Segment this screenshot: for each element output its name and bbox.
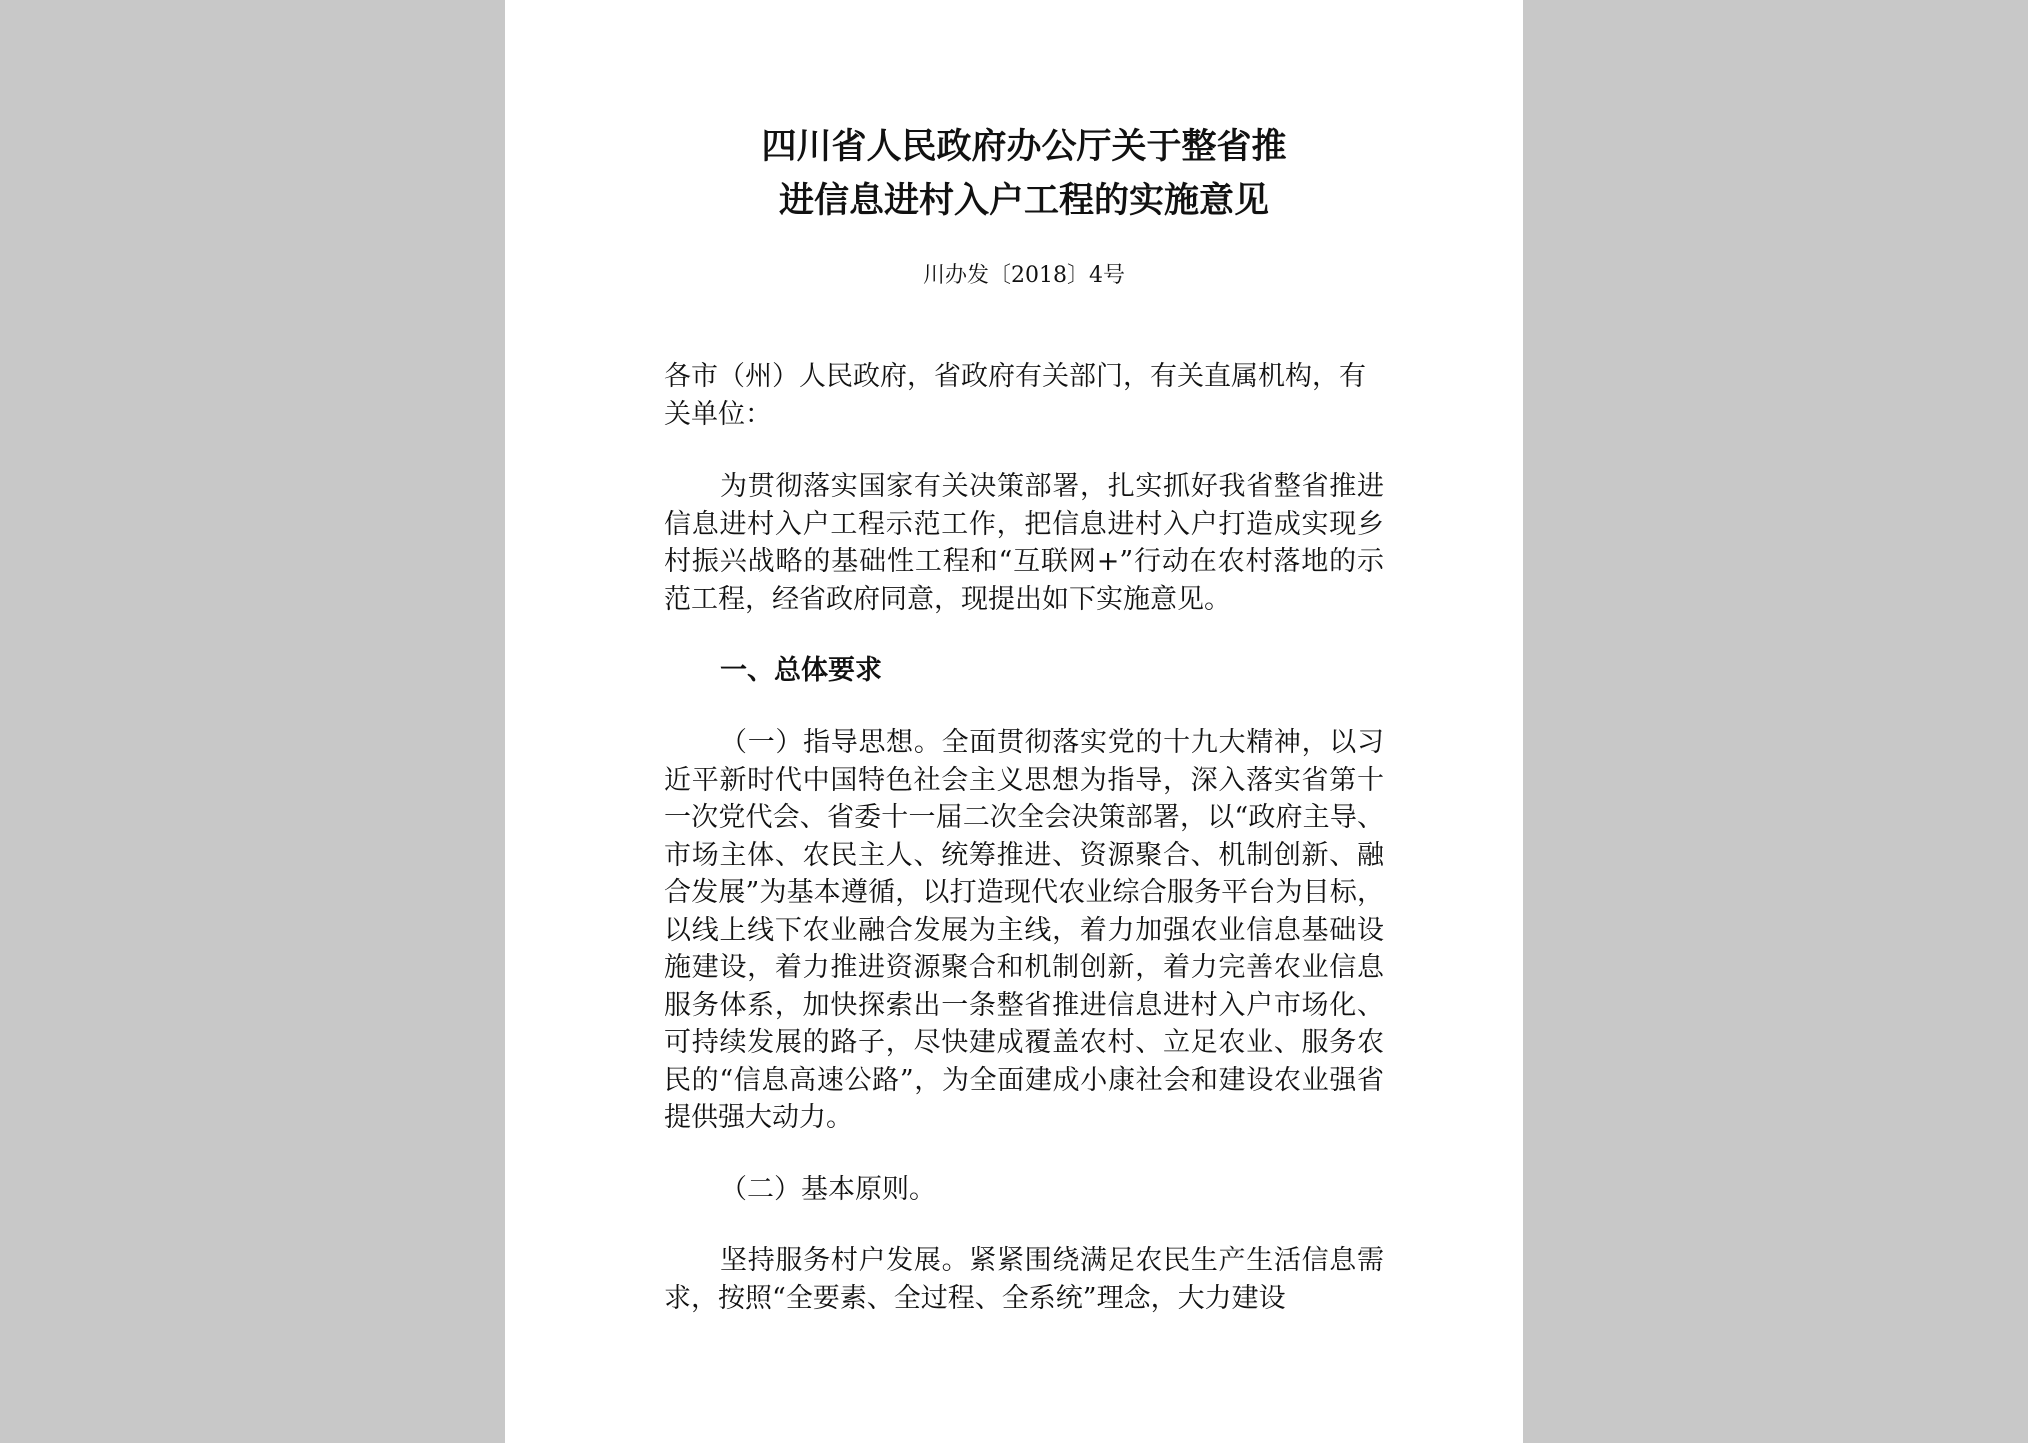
section-heading-1: 一、总体要求 [720, 655, 882, 686]
intro-paragraph: 为贯彻落实国家有关决策部署，扎实抓好我省整省推进信息进村入户工程示范工作，把信息进村入户打造成实现乡村振兴战略的基础性工程和“互联网+”行动在农村落地的示范工程，经省政府同意，现提出如下实施意见。 [664, 471, 1384, 615]
document-page [505, 0, 1523, 1443]
title-line-2: 进信息进村入户工程的实施意见 [778, 180, 1269, 221]
document-number: 川办发〔2018〕4号 [923, 263, 1125, 288]
basic-principles-paragraph: （二）基本原则。 [720, 1173, 936, 1205]
service-principle-paragraph: 坚持服务村户发展。紧紧围绕满足农民生产生活信息需求，按照“全要素、全过程、全系统”理念，大力建设 [664, 1245, 1384, 1314]
document-content [664, 120, 1384, 1317]
salutation: 各市（州）人民政府，省政府有关部门，有关直属机构，有关单位： [664, 361, 1366, 430]
guiding-thought-paragraph: （一）指导思想。全面贯彻落实党的十九大精神，以习近平新时代中国特色社会主义思想为指导，深入落实省第十一次党代会、省委十一届二次全会决策部署，以“政府主导、市场主体、农民主人、统筹推进、资源聚合、机制创新、融合发展”为基本遵循，以打造现代农业综合服务平台为目标，以线上线下农业融合发展为主线，着力加强农业信息基础设施建设，着力推进资源聚合和机制创新，着力完善农业信息服务体系，加快探索出一条整省推进信息进村入户市场化、可持续发展的路子，尽快建成覆盖农村、立足农业、服务农民的“信息高速公路”，为全面建成小康社会和建设农业强省提供强大动力。 [664, 727, 1384, 1133]
document-title [664, 120, 1384, 228]
title-line-1: 四川省人民政府办公厅关于整省推 [761, 126, 1287, 167]
